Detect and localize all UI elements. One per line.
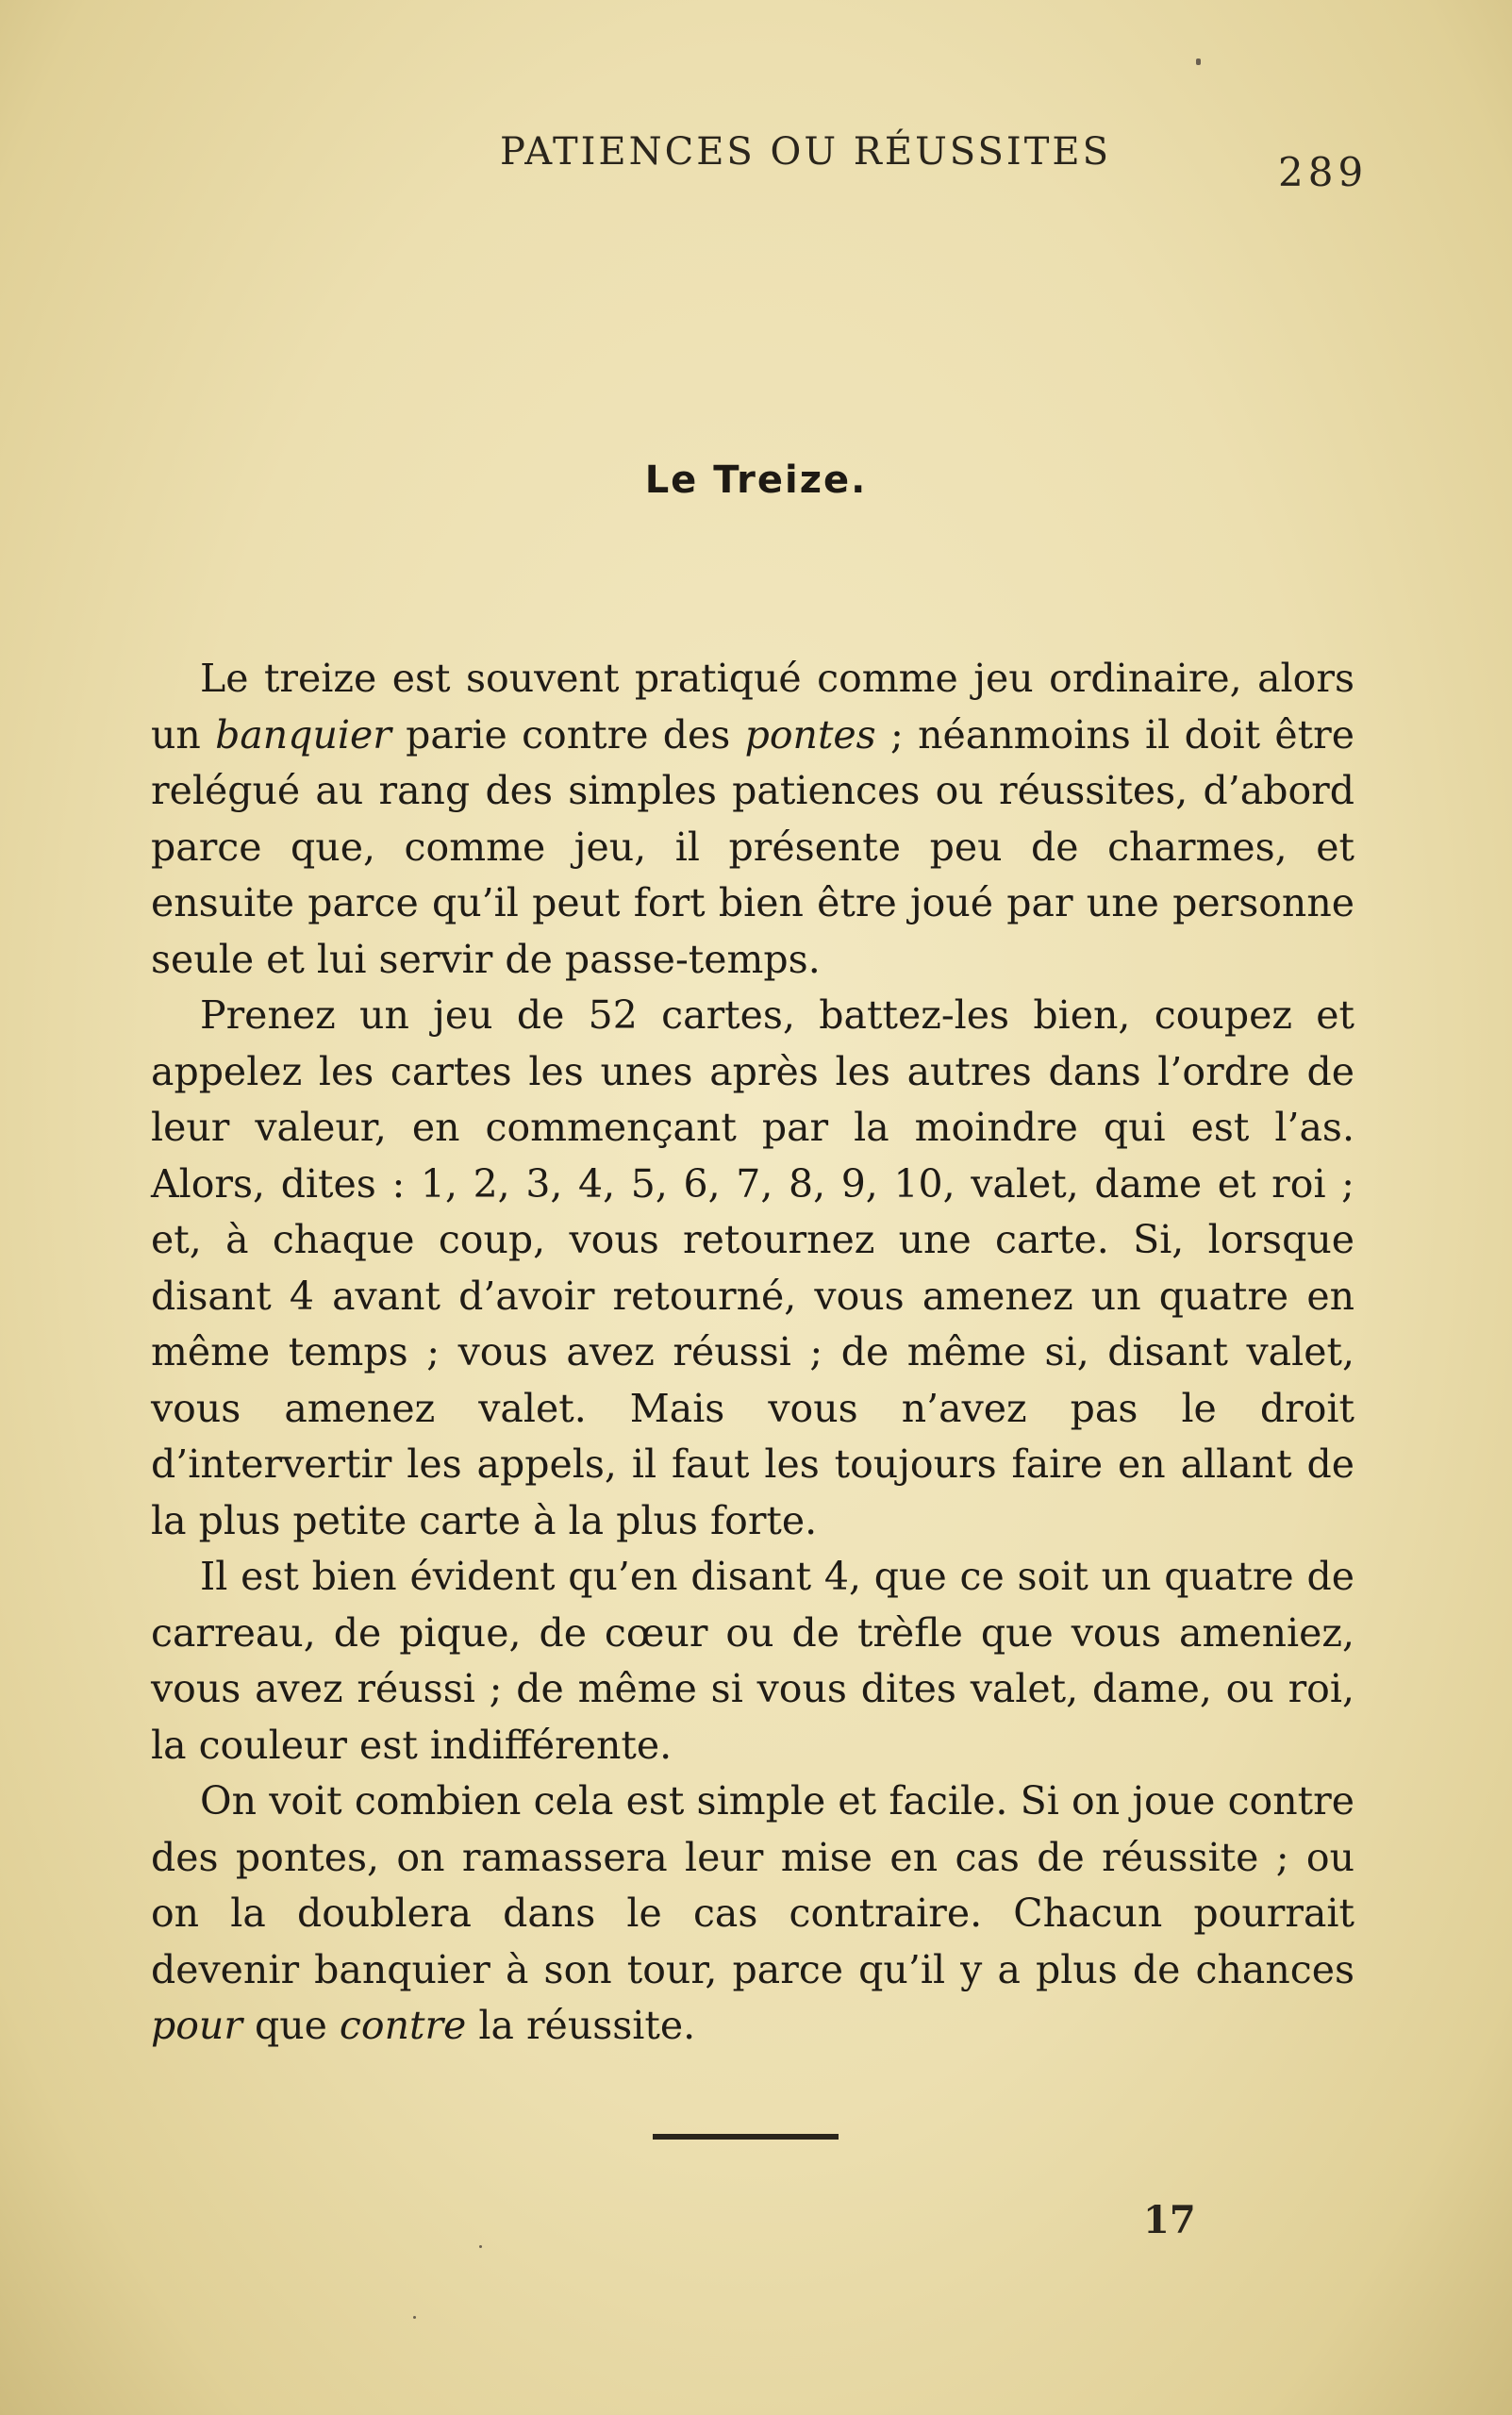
paragraph-4-italic-contre: contre [339,2003,467,2048]
chapter-title: Le Treize. [644,458,868,502]
paragraph-4-text-a: On voit combien cela est simple et facile. Si on joue contre des pontes, on ramassera leur mise en cas de réussite ; ou on la doublera dans le cas contraire. Chacun pourrait devenir banquier à son tour, parce qu’il y a plus de chances [151,1778,1354,1992]
page-number: 289 [1278,149,1369,195]
paragraph-2: Prenez un jeu de 52 cartes, battez-les bien, coupez et appelez les cartes les unes après les autres dans l’ordre de leur valeur, en commençant par la moindre qui est l’as. Alors, dites : 1, 2, 3, 4, 5, 6, 7, 8, 9, 10, valet, dame et roi ; et, à chaque coup, vous retournez une carte. Si, lorsque disant 4 avant d’avoir retourné, vous amenez un quatre en même temps ; vous avez réussi ; de même si, disant valet, vous amenez valet. Mais vous n’avez pas le droit d’intervertir les appels, il faut les toujours faire en allant de la plus petite carte à la plus forte. [151,992,1354,1543]
running-head-title: PATIENCES OU RÉUSSITES [500,130,1111,174]
body-text [151,651,1354,2055]
paragraph-1-text-c: ; néanmoins il doit être relégué au rang des simples patiences ou réussites, d’abord parce que, comme jeu, il présente peu de charmes, et ensuite parce qu’il peut fort bien être joué par une personne seule et lui servir de passe-temps. [151,711,1354,982]
paper-speck [479,2245,482,2248]
paragraph-1-italic-pontes: pontes [744,711,876,758]
paper-speck [1196,58,1201,65]
section-end-rule [653,2134,839,2140]
paragraph-4 [151,1774,1354,2055]
signature-mark: 17 [1143,2198,1196,2242]
paragraph-4-italic-pour: pour [151,2003,242,2048]
paper-speck [413,2316,416,2319]
paragraph-4-text-c: la réussite. [466,2003,696,2048]
paragraph-3: Il est bien évident qu’en disant 4, que ce soit un quatre de carreau, de pique, de cœur ou de trèfle que vous ameniez, vous avez réussi ; de même si vous dites valet, dame, ou roi, la couleur est indifférente. [151,1554,1354,1768]
paragraph-1-italic-banquier: banquier [215,711,391,758]
paragraph-1-text-a: Le treize est souvent pratiqué comme jeu ordinaire, alors un [151,656,1354,758]
paragraph-1-text-b: parie contre des [390,711,745,758]
paragraph-4-text-b: que [241,2003,340,2048]
paragraph-1 [151,651,1354,988]
